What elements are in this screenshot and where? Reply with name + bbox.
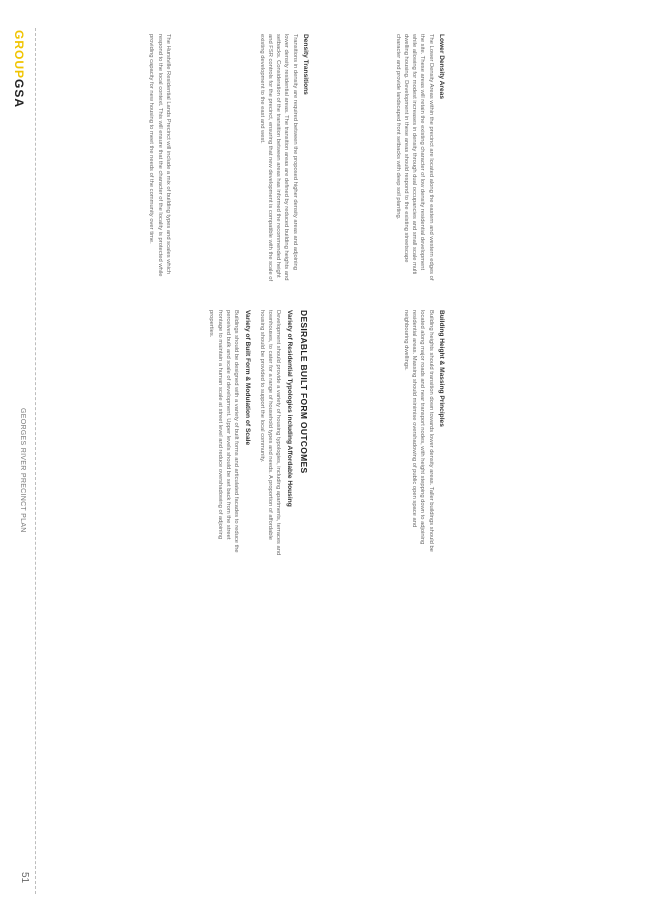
- lower-density-heading: Lower Density Areas: [438, 34, 445, 99]
- modulation-paragraph: Buildings should be designed with a variety of built forms and articulated facades to reduce the perceived bulk and scale of development. Upper levels should be set back from the street frontage to maintain a human scale at street level and reduce overshadowing of adjoining properties.: [208, 310, 240, 553]
- height-column: [312, 310, 452, 560]
- intro-paragraph: The Hurstville Residential Lands Precinct will include a mix of building types and scales which respond to the local context. This will ensure that the character of the locality is protected while providing capacity for new housing to meet the needs of the community over time.: [148, 34, 171, 277]
- logo-part1: GROUP: [12, 30, 26, 80]
- page-number: 51: [19, 872, 30, 884]
- logo-part2: GSA: [12, 79, 26, 109]
- outcomes-column: [38, 310, 308, 560]
- height-paragraph: Building heights should transition down towards lower density areas. Taller buildings should be located along major roads and near transport nodes, with height stepping down to adjoining residential areas. Massing should minimise overshadowing of public open space and neighbouring dwellings.: [402, 310, 434, 552]
- footer-title: GEORGES RIVER PRECINCT PLAN: [19, 408, 26, 533]
- density-transitions-heading: Density Transitions: [302, 34, 309, 95]
- modulation-heading: Variety of Built Form & Modulation of Scale: [243, 310, 251, 446]
- variety-paragraph: Development should provide a variety of housing typologies, including apartments, terraces and townhouses, to cater for a range of household types and needs. A proportion of affordable housing should be provided to support the local community.: [258, 310, 282, 556]
- height-heading: Building Height & Massing Principles: [438, 310, 445, 427]
- logo: [12, 30, 26, 108]
- outcomes-heading: DESIRABLE BUILT FORM OUTCOMES: [299, 310, 309, 474]
- lower-density-column: [322, 34, 452, 284]
- density-transitions-column: [176, 34, 316, 284]
- lower-density-paragraph: The Lower Density Areas within the precinct are located along the eastern and western edges of the site. These areas will retain the existing character of low density residential development while allowing for modest increases in density through dual occupancies and small scale multi dwelling housing. Development in these areas should respond to the existing streetscape character and provide landscaped front setbacks with deep soil planting.: [394, 34, 434, 281]
- intro-column: [42, 34, 172, 284]
- variety-heading: Variety of Residential Typologies including Affordable Housing: [285, 310, 293, 507]
- footer-divider: [35, 28, 36, 894]
- density-transitions-paragraph: Transitions in density are required between the proposed higher density areas and adjoining lower density residential areas. The transition areas are defined by reduced building heights and setbacks. Consideration of the transition between areas has informed the recommended height and FSR controls for the precinct, ensuring that new development is compatible with the scale of existing development to the east and west.: [258, 34, 298, 282]
